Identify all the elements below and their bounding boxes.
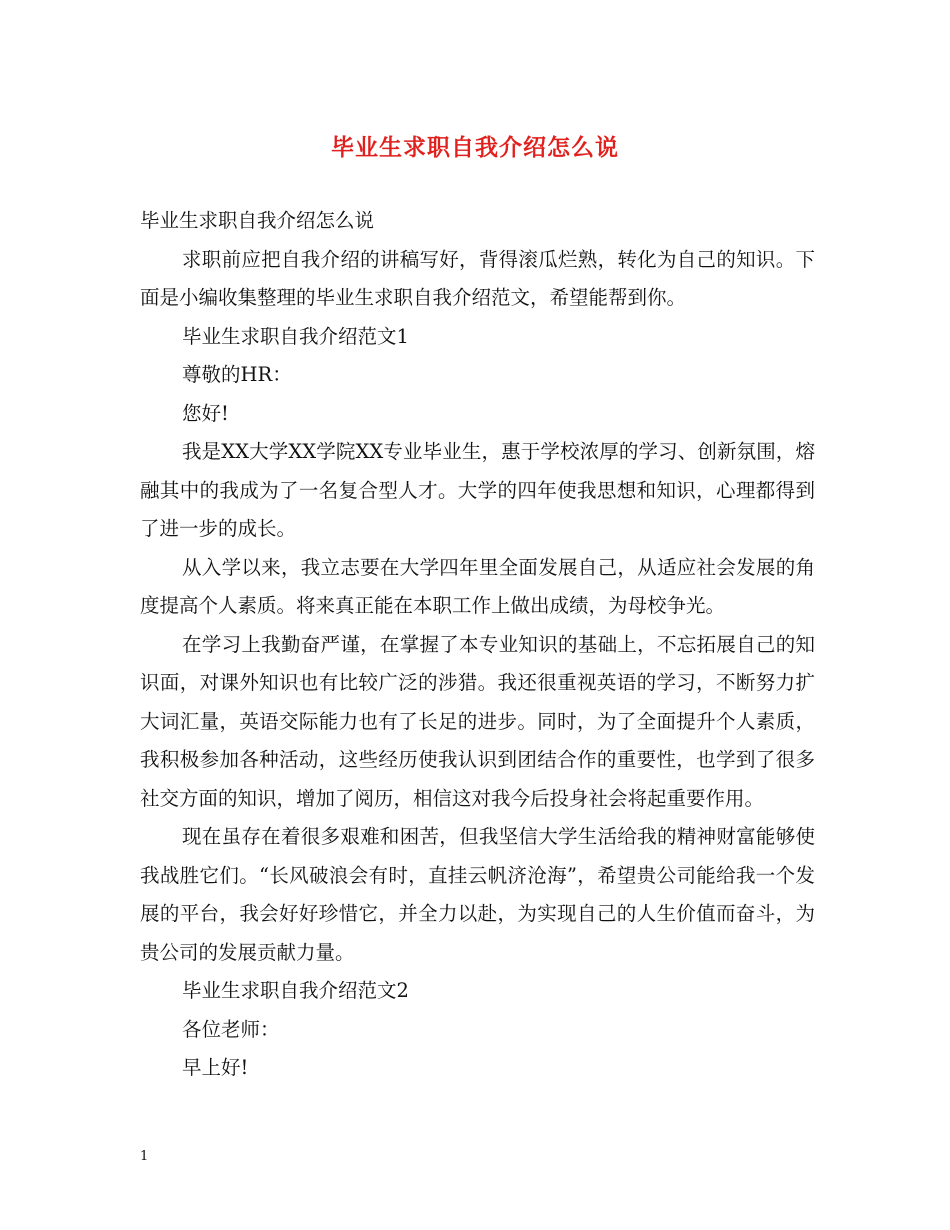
document-body — [140, 202, 815, 1088]
page-number: 1 — [140, 1149, 149, 1164]
paragraph-salutation: 尊敬的HR： — [182, 363, 292, 386]
paragraph-sample-1-heading: 毕业生求职自我介绍范文1 — [182, 324, 409, 348]
paragraph-body-1: 我是XX大学XX学院XX专业毕业生，惠于学校浓厚的学习、创新氛围，熔融其中的我成为了一名复合型人才。大学的四年使我思想和知识，心理都得到了进一步的成长。 — [140, 440, 815, 540]
paragraph-heading: 毕业生求职自我介绍怎么说 — [140, 209, 375, 232]
paragraph-sample-2-heading: 毕业生求职自我介绍范文2 — [182, 979, 409, 1002]
document-title: 毕业生求职自我介绍怎么说 — [331, 134, 619, 161]
paragraph-greeting-2: 早上好! — [182, 1056, 249, 1079]
paragraph-body-3: 在学习上我勤奋严谨，在掌握了本专业知识的基础上，不忘拓展自己的知识面，对课外知识也有比较广泛的涉猎。我还很重视英语的学习，不断努力扩大词汇量，英语交际能力也有了长足的进步。同时，为了全面提升个人素质，我积极参加各种活动，这些经历使我认识到团结合作的重要性，也学到了很多社交方面的知识，增加了阅历，相信这对我今后投身社会将起重要作用。 — [140, 632, 815, 810]
paragraph-greeting: 您好! — [182, 401, 229, 425]
paragraph-intro: 求职前应把自我介绍的讲稿写好，背得滚瓜烂熟，转化为自己的知识。下面是小编收集整理的毕业生求职自我介绍范文，希望能帮到你。 — [140, 247, 815, 309]
paragraph-body-2: 从入学以来，我立志要在大学四年里全面发展自己，从适应社会发展的角度提高个人素质。将来真正能在本职工作上做出成绩，为母校争光。 — [140, 555, 815, 617]
paragraph-body-4: 现在虽存在着很多艰难和困苦，但我坚信大学生活给我的精神财富能够使我战胜它们。“长风破浪会有时，直挂云帆济沧海”，希望贵公司能给我一个发展的平台，我会好好珍惜它，并全力以赴，为实现自己的人生价值而奋斗，为贵公司的发展贡献力量。 — [140, 825, 815, 964]
paragraph-salutation-2: 各位老师： — [182, 1017, 280, 1041]
